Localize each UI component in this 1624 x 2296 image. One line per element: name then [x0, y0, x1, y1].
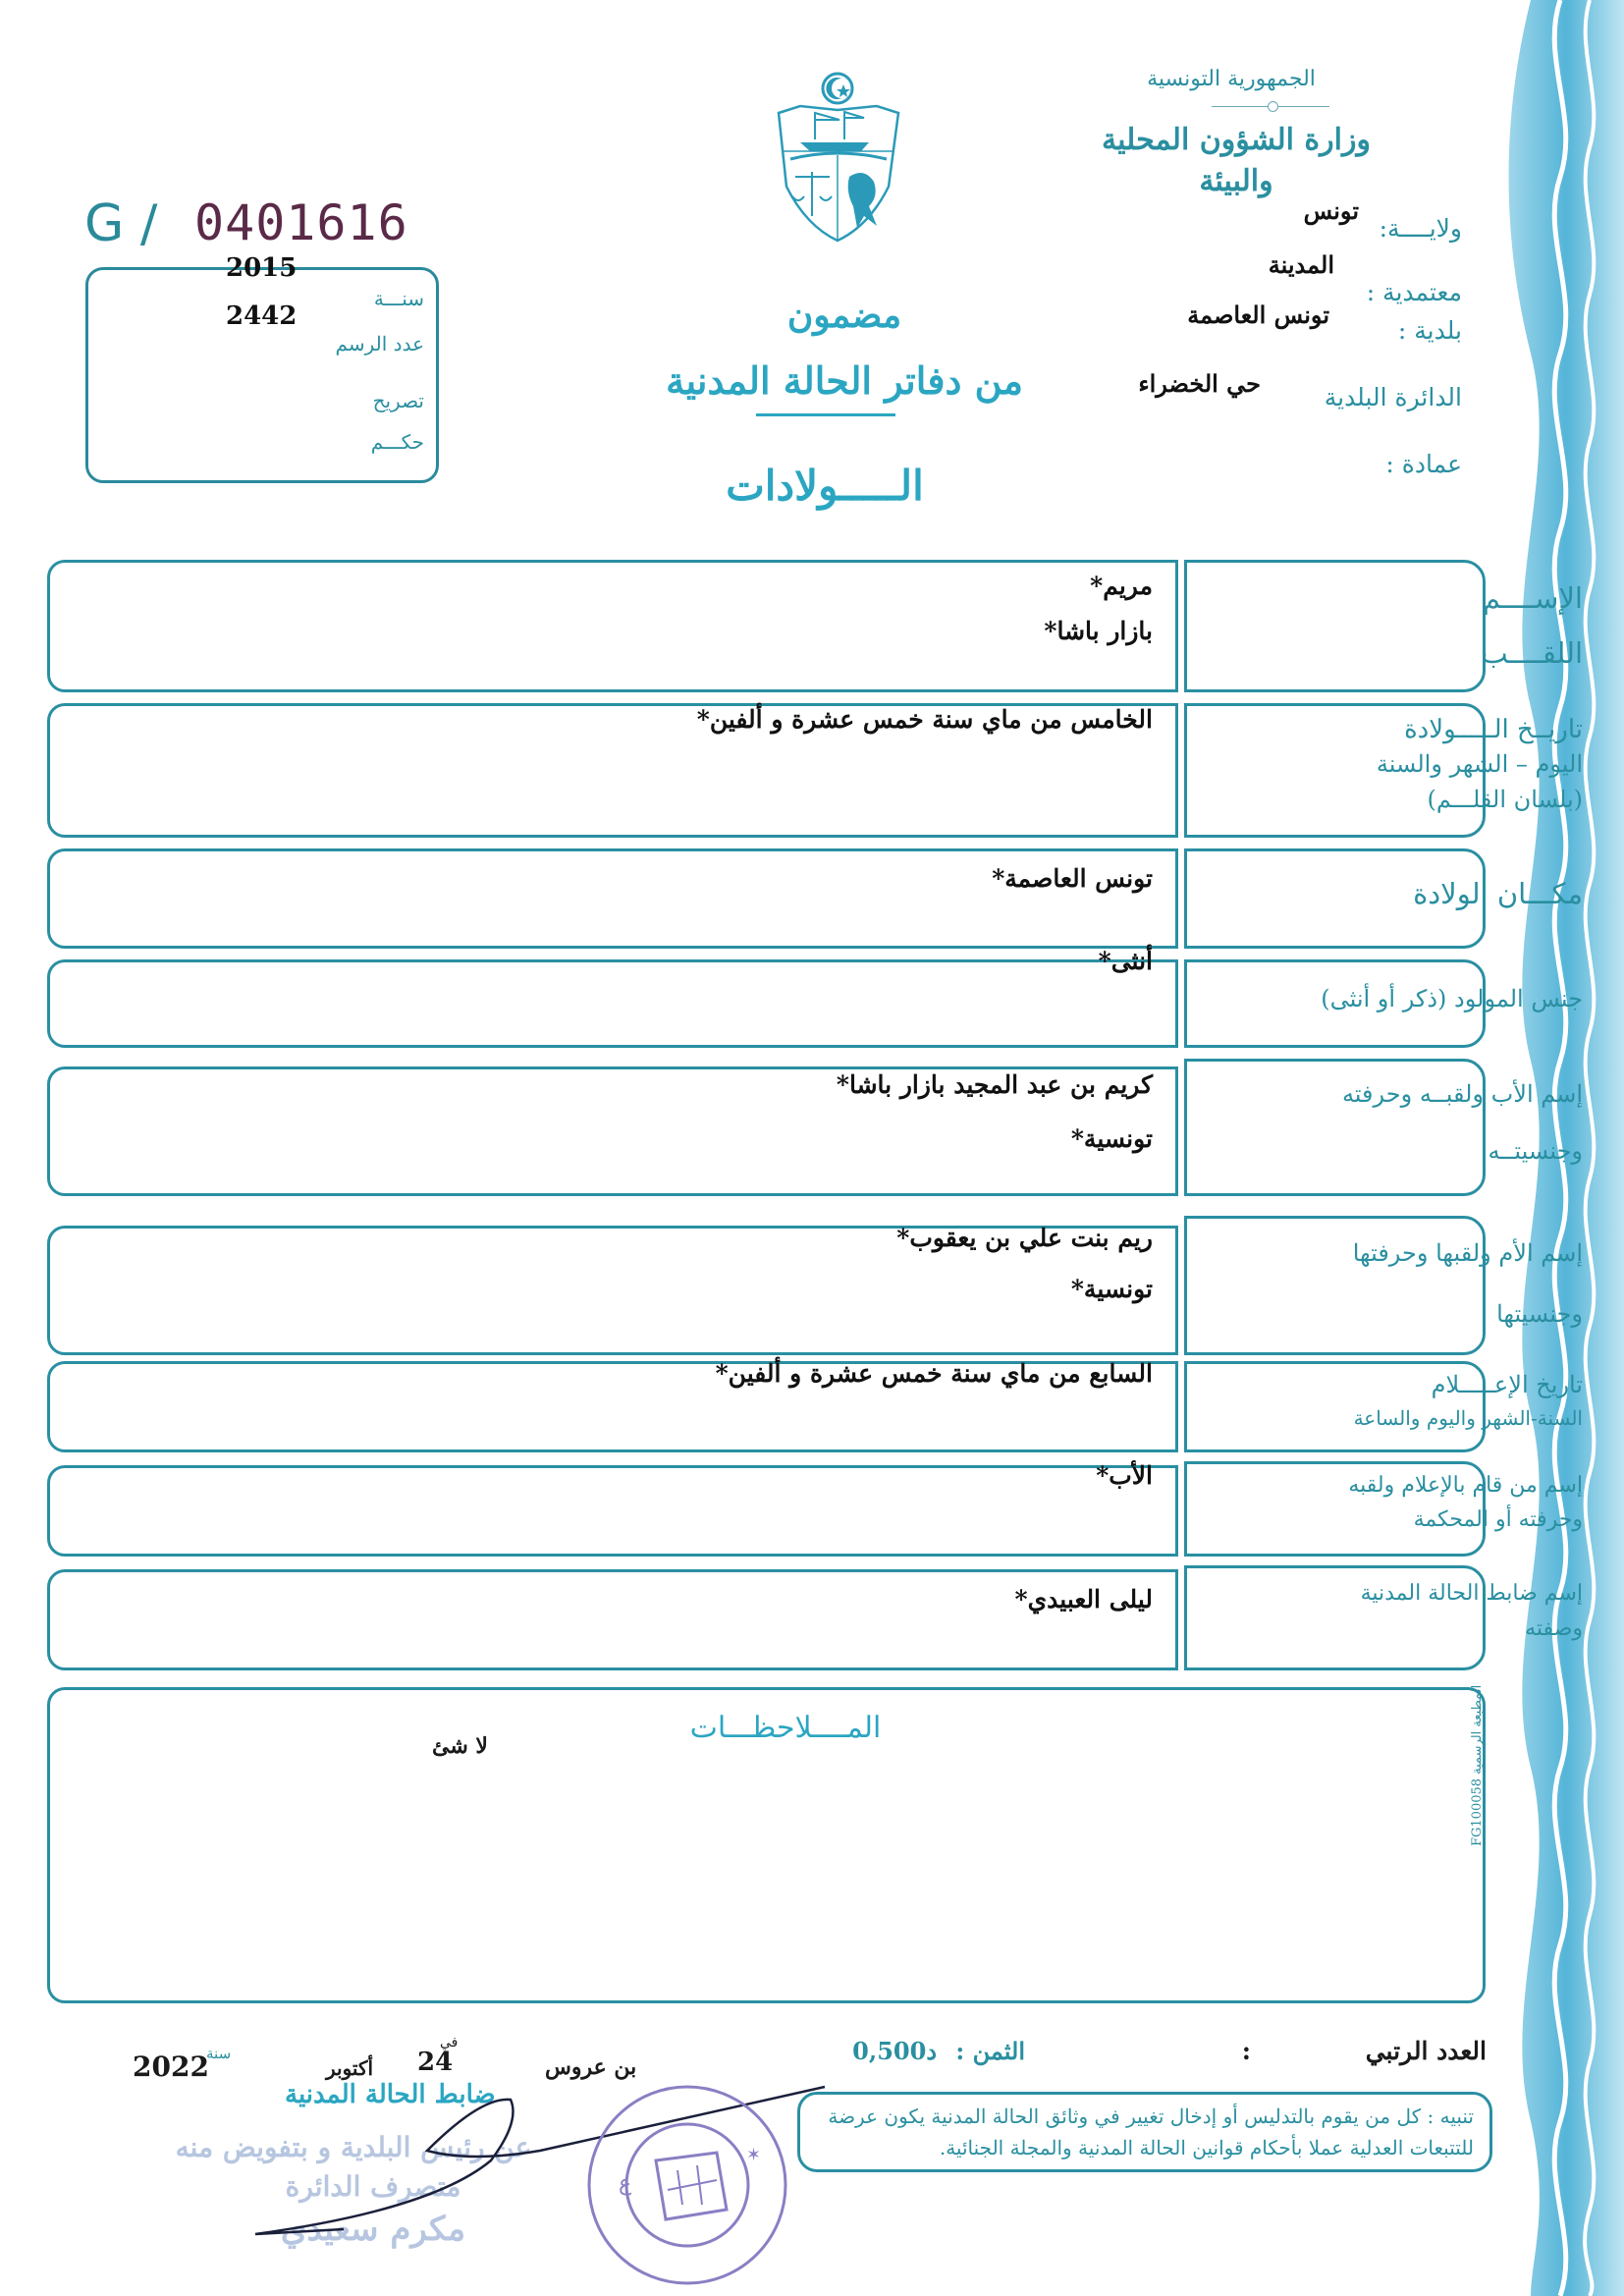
- serial-number-label: العدد الرتبي: [1365, 2037, 1487, 2065]
- sex-value-box: [47, 959, 1178, 1048]
- stamp-line-1: عن رئيس البلدية و بتفويض منه: [175, 2131, 532, 2163]
- officer-title: ضابط الحالة المدنية: [285, 2080, 496, 2109]
- sector-label: عمادة :: [1385, 450, 1462, 478]
- municipality-value: تونس العاصمة: [1187, 301, 1329, 329]
- legal-notice: تنبيه : كل من يقوم بالتدليس أو إدخال تغيير في وثائق الحالة المدنية يكون عرضة للتتبعات العدلية عملا بأحكام قوانين الحالة المدنية والمجلة الجنائية.: [797, 2092, 1492, 2172]
- printer-code: المطبعة الرسمية FG100058: [1470, 1684, 1485, 1846]
- governorate-value: تونس: [1303, 196, 1359, 225]
- official-round-stamp: [579, 2082, 805, 2296]
- mother-nationality-label: وجنسيتها: [1496, 1300, 1583, 1328]
- birth-date-value: الخامس من ماي سنة خمس عشرة و ألفين*: [696, 705, 1153, 734]
- birth-place-label: مكـــان الولادة: [1413, 877, 1583, 910]
- births-title: الـــــولادات: [726, 462, 924, 510]
- remarks-value: لا شئ: [432, 1733, 488, 1759]
- republic-title: الجمهورية التونسية: [1147, 67, 1316, 91]
- declaration-date-sublabel: السنة-الشهر واليوم والساعة: [1353, 1406, 1583, 1430]
- officer-value: ليلى العبيدي*: [1014, 1585, 1153, 1613]
- declarant-value: الأب*: [1096, 1461, 1153, 1490]
- issue-city: بن عروس: [545, 2054, 637, 2080]
- mother-name-value: ريم بنت علي بن يعقوب*: [896, 1224, 1153, 1252]
- father-label: إسم الأب ولقبــه وحرفته: [1341, 1080, 1583, 1108]
- name-value-box: [47, 560, 1178, 692]
- municipal-district-value: حي الخضراء: [1138, 369, 1261, 398]
- name-label-box: [1184, 560, 1486, 692]
- issue-day: 24: [417, 2048, 454, 2077]
- mother-label-box: [1184, 1216, 1486, 1355]
- father-nationality-value: تونسية*: [1070, 1124, 1153, 1153]
- issue-year-label: سنة: [206, 2045, 232, 2062]
- stamp-line-3: مكرم سعيدي: [280, 2210, 466, 2249]
- birth-date-sublabel: اليوم – الشهر والسنة: [1376, 750, 1583, 778]
- registry-act-number: 2442: [226, 301, 298, 331]
- serial-prefix: G /: [84, 194, 158, 253]
- delegation-label: معتمدية :: [1366, 278, 1462, 306]
- extract-title: مضمون: [786, 295, 902, 336]
- issue-year: 2022: [133, 2050, 209, 2083]
- registers-title: من دفاتر الحالة المدنية: [666, 358, 1023, 403]
- birth-date-label: تاريــخ الـــــولادة: [1404, 715, 1583, 744]
- registry-year-label: سنـــة: [373, 287, 424, 310]
- header-divider-dot: [1268, 101, 1278, 112]
- birth-date-note: (بلسان القلـــم): [1427, 786, 1583, 813]
- governorate-label: ولايــــة:: [1379, 214, 1462, 243]
- sex-label: جنس المولود (ذكر أو أنثى): [1321, 985, 1583, 1012]
- registry-year-value: 2015: [226, 253, 298, 283]
- declarant-label: إسم من قام بالإعلام ولقبه: [1348, 1473, 1583, 1498]
- remarks-title: المــــلاحظـــات: [689, 1711, 882, 1745]
- officer-value-box: [47, 1569, 1178, 1670]
- father-label-box: [1184, 1059, 1486, 1196]
- svg-text:ع: ع: [619, 2171, 632, 2196]
- registry-act-label: عدد الرسم: [335, 332, 424, 355]
- declarant-sublabel: وحرفته أو المحكمة: [1413, 1507, 1583, 1532]
- officer-label: إسم ضابط الحالة المدنية: [1360, 1581, 1583, 1606]
- price-label: الثمن :: [955, 2037, 1025, 2065]
- registry-declaration-label: تصريح: [372, 389, 424, 412]
- birth-place-value: تونس العاصمة*: [992, 864, 1153, 893]
- municipality-label: بلدية :: [1397, 316, 1462, 345]
- father-nationality-label: وجنسيتــه: [1488, 1137, 1583, 1165]
- title-underline: [756, 413, 895, 416]
- officer-sublabel: وصفته: [1525, 1616, 1583, 1641]
- mother-label: إسم الأم ولقبها وحرفتها: [1352, 1239, 1583, 1267]
- coat-of-arms-emblem: [771, 69, 908, 246]
- declaration-date-value: السابع من ماي سنة خمس عشرة و ألفين*: [715, 1359, 1153, 1388]
- surname-value: بازار باشا*: [1044, 617, 1153, 645]
- delegation-value: المدينة: [1268, 250, 1334, 279]
- serial-number: 0401616: [194, 194, 408, 251]
- date-prefix: في: [440, 2035, 459, 2050]
- surname-label: اللقــــب: [1481, 636, 1583, 670]
- svg-text:✶: ✶: [746, 2145, 762, 2165]
- first-name-value: مريم*: [1090, 572, 1153, 600]
- municipal-district-label: الدائرة البلدية: [1324, 383, 1462, 411]
- first-name-label: الإســــم: [1482, 581, 1583, 615]
- ministry-line-2: والبيئة: [1199, 164, 1273, 198]
- stamp-line-2: متصرف الدائرة: [285, 2170, 461, 2203]
- sex-value: أنثى*: [1098, 947, 1153, 975]
- declaration-date-label: تاريخ الإعـــــلام: [1431, 1371, 1583, 1398]
- serial-number-colon: :: [1241, 2037, 1251, 2065]
- declarant-value-box: [47, 1465, 1178, 1557]
- price-value: 0,500د: [852, 2037, 937, 2065]
- ministry-title: [1074, 120, 1398, 202]
- issue-month: أكتوبر: [326, 2056, 374, 2080]
- mother-nationality-value: تونسية*: [1070, 1275, 1153, 1303]
- ministry-line-1: وزارة الشؤون المحلية: [1102, 123, 1371, 157]
- father-name-value: كريم بن عبد المجيد بازار باشا*: [836, 1070, 1153, 1099]
- registry-judgment-label: حكـــم: [370, 430, 424, 454]
